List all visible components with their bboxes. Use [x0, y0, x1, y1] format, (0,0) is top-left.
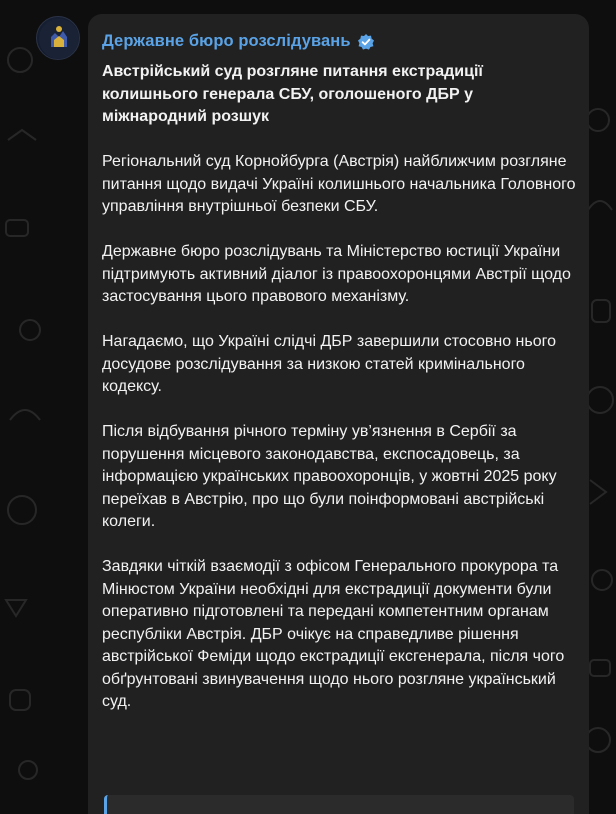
post-text	[102, 61, 577, 714]
message-bubble	[88, 14, 589, 814]
post-headline: Австрійський суд розгляне питання екстрадиції колишнього генерала СБУ, оголошеного ДБР у міжнародний розшук	[102, 63, 483, 125]
channel-header	[102, 32, 375, 51]
channel-name[interactable]: Державне бюро розслідувань	[102, 32, 351, 50]
channel-avatar-icon	[37, 17, 80, 60]
post-paragraph: Після відбування річного терміну ув’язнення в Сербії за порушення місцевого законодавства, експосадовець, за інформацією українських правоохоронців, у жовтні 2025 року переїхав в Австрію, про що були поінформовані австрійські колеги.	[102, 423, 557, 530]
post-paragraph: Завдяки чіткій взаємодії з офісом Генерального прокурора та Мінюстом України необхідні для екстрадиції документи були оперативно підготовлені та передані компетентним органам республіки Австрія. ДБР очікує на справедливе рішення австрійської Феміди щодо екстрадиції ексгенерала, після чого обґрунтовані звинувачення щодо нього розгляне український суд.	[102, 558, 565, 710]
verified-icon	[357, 33, 375, 51]
post-paragraph: Регіональний суд Корнойбурга (Австрія) найближчим розгляне питання щодо видачі Україні колишнього начальника Головного управління внутрішньої безпеки СБУ.	[102, 153, 576, 215]
link-preview-strip[interactable]	[104, 795, 574, 814]
channel-avatar[interactable]	[36, 16, 80, 60]
post-paragraph: Державне бюро розслідувань та Міністерство юстиції України підтримують активний діалог із правоохоронцями Австрії щодо застосування цього правового механізму.	[102, 243, 571, 305]
post-paragraph: Нагадаємо, що Україні слідчі ДБР завершили стосовно нього досудове розслідування за низкою статей кримінального кодексу.	[102, 333, 556, 395]
